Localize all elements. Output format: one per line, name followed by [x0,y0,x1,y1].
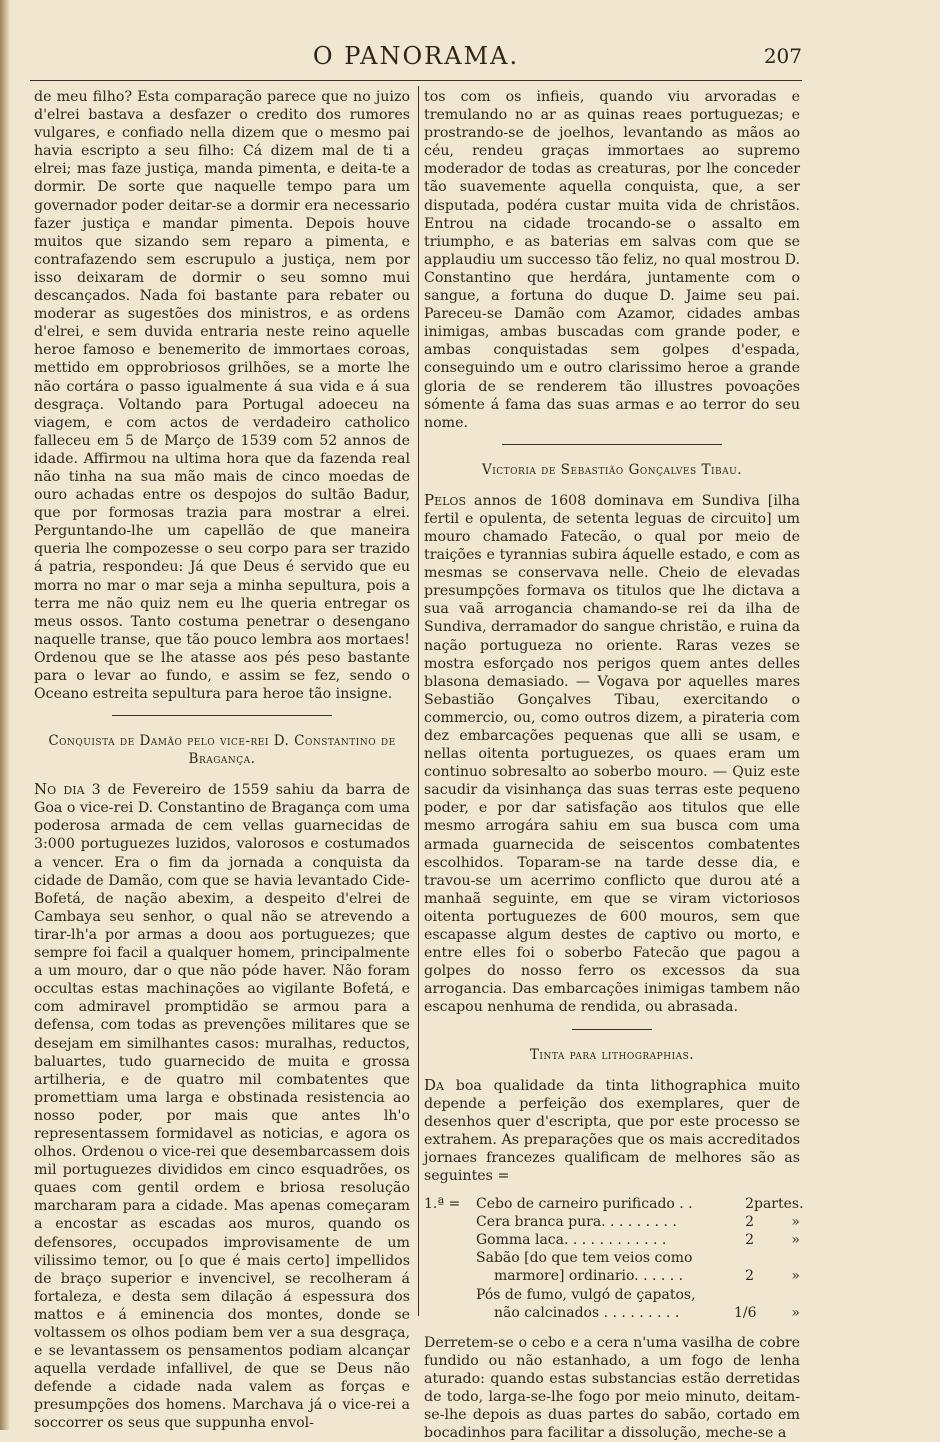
section-title-tinta: Tinta para lithographias. [529,1046,695,1063]
recipe-row [424,1231,800,1249]
section-title-tibau: Victoria de Sebastião Gonçalves Tibau. [481,461,742,478]
journal-title: O PANORAMA. [312,42,520,70]
recipe-item: Cera branca pura. . . . . . . . . [476,1214,677,1231]
recipe-unit: » [791,1214,800,1231]
recipe-unit: » [791,1304,800,1321]
recipe-unit: » [791,1232,800,1249]
section-lead-damao: No dia [34,780,85,799]
recipe-num [424,1267,476,1285]
recipe-qty: 1/6 [734,1304,757,1321]
recipe-item: Cebo de carneiro purificado . . [476,1196,693,1213]
recipe-unit [754,1249,800,1267]
section-title-damao: Conquista de Damão pelo vice-rei D. Constantino de Bragança. [48,733,396,768]
recipe-unit: partes. [754,1196,804,1213]
recipe-qty [734,1249,754,1267]
recipe-num [424,1213,476,1231]
recipe-list [424,1195,804,1322]
section-body-damao [34,780,410,1432]
recipe-item: não calcinados . . . . . . . . . [494,1304,680,1321]
recipe-num [424,1286,476,1304]
recipe-unit [754,1286,800,1304]
right-column [424,88,804,1442]
recipe-num [424,1249,476,1267]
section-text-tinta: boa qualidade da tinta lithographica muito depende a perfeição dos exemplares, quer de desenhos quer d'escripta, que por este processo se extrahem. As preparações que os mais accreditados jornaes francezes qualificam de melhores são as seguintes = [424,1077,800,1184]
final-paragraph: Derretem-se o cebo e a cera n'uma vasilha de cobre fundido ou não estanhado, a um fogo de lenha aturado: quando estas substancias estão derretidas de todo, larga-se-lhe fogo por meio minuto, deitam-se-lhe depois as duas partes do sabão, cortado em bocadinhos para facilitar a dissolução, meche-se a [424,1334,800,1442]
recipe-qty: 2 [745,1268,754,1285]
section-lead-tinta: Da [424,1075,444,1094]
recipe-item: Pós de fumo, vulgó de çapatos, [476,1286,696,1303]
section-divider [112,715,332,716]
recipe-qty: 2 [745,1232,754,1249]
section-lead-tibau: Pelos [424,490,466,509]
recipe-row [424,1213,800,1231]
header-rule [30,80,802,81]
recipe-item: Gomma laca. . . . . . . . . . . . [476,1232,667,1249]
recipe-row [424,1249,800,1267]
section-text-tibau: annos de 1608 dominava em Sundiva [ilha fertil e opulenta, de setenta leguas de circuito] um mouro chamado Fatecão, o qual por meio de traições e tyrannias subira áquelle estado, e com as mesmas se conservava nelle. Cheio de elevadas presumpções formava os titulos que lhe dictava a sua vaã arrogancia chamando-se rei da ilha de Sundiva, derramador do sangue christão, e ruina da nação portugueza no oriente. Raras vezes se mostra esforçado nos perigos quem antes delles blasona demasiado. — Vogava por aquelles mares Sebastião Gonçalves Tibau, exercitando o commercio, ou, como outros dizem, a pirateria com dez embarcações pequenas que alli se usam, e nellas oitenta portuguezes, os quaes eram um continuo sobresalto ao soberbo mouro. — Quiz este sacudir da visinhança das suas terras este pequeno poder, e por dar satisfação aos titulos que elle mesmo arrogára sahiu em sua busca com uma armada guarnecida de seiscentos combatentes escolhidos. Toparam-se na tarde desse dia, e travou-se um acerrimo conflicto que durou até a manhaã seguinte, em que se viram victoriosos oitenta portuguezes de 600 mouros, sem que escapasse algum destes de captivo ou morto, e entre elles foi o soberbo Fatecão que pagou a golpes do nosso ferro os excessos da sua arrogancia. Das embarcações inimigas tambem não escapou nenhuma de rendida, ou abrasada. [424,492,800,1016]
section-body-tinta [424,1076,800,1186]
recipe-num [424,1304,476,1322]
opening-paragraph: de meu filho? Esta comparação parece que no juizo d'elrei bastava a desfazer o credito dos rumores vulgares, e confiado nella dizem que o mesmo pai havia escripto a seu filho: Cá dizem mal de ti a elrei; mas faze justiça, manda pimenta, e deita-te a dormir. De sorte que naquelle tempo para um governador poder deitar-se a dormir era necessario fazer justiça e mandar pimenta. Depois houve muitos que sizando sem reparo a pimenta, e contrafazendo sem escrupulo a justiça, nem por isso deixaram de dormir o seu somno mui descançados. Nada foi bastante para rebater ou moderar as sugestões dos ministros, e as ordens d'elrei, e sem duvida entraria neste reino aquelle heroe famoso e benemerito de immortaes coroas, mettido em opprobriosos grilhões, se a morte lhe não cortára o passo igualmente á sua vida e á sua desgraça. Voltando para Portugal adoeceu na viagem, e com actos de verdadeiro catholico falleceu em 5 de Março de 1539 com 52 annos de idade. Affirmou na ultima hora que da fazenda real não tinha na sua mão mais de cinco moedas de ouro achadas entre os despojos do sultão Badur, que por formosas trazia para mostrar a elrei. Perguntando-lhe um capellão de que maneira queria lhe compozesse o seu corpo para ser trazido á patria, respondeu: Já que Deus é servido que eu morra no mar o mar seja a minha sepultura, pois a terra me não quiz nem eu lhe queria entregar os meus ossos. Tanto costuma penetrar o desengano naquelle transe, que tão pouco lembra aos mortaes! Ordenou que se lhe atasse aos pés peso bastante para o levar ao fundo, e assim se fez, sendo o Oceano estreita sepultura para heroe tão insigne. [34,89,410,703]
recipe-qty: 2 [745,1196,754,1213]
page-header [30,42,802,78]
section-text-damao: 3 de Fevereiro de 1559 sahiu da barra de Goa o vice-rei D. Constantino de Bragança com uma poderosa armada de cem vellas guarnecidas de 3:000 portuguezes luzidos, valorosos e costumados a vencer. Era o fim da jornada a conquista da cidade de Damão, com que se havia levantado Cide-Bofetá, de nação abexim, a despeito d'elrei de Cambaya seu senhor, o qual não se atrevendo a tirar-lh'a por armas a doou aos portuguezes; que sempre foi facil a qualquer homem, principalmente a um mouro, dar o que não póde haver. Não foram occultas estas machinações ao vigilante Bofetá, e com admiravel promptidão se armou para a defensa, com todas as prevenções militares que se desejam em similhantes casos: muralhas, reductos, baluartes, tudo guarnecido de muita e grossa artilheria, e de quatro mil combatentes que promettiam uma larga e obstinada resistencia ao nosso poder, por mais que antes lh'o representassem formidavel as noticias, e agora os olhos. Ordenou o vice-rei que desembarcassem dois mil portuguezes divididos em cinco esquadrões, os quaes com gentil ordem e briosa resolução marcharam para a cidade. Mas apenas começaram a encostar as escadas aos muros, quando os defensores, occupados improvisamente de um vilissimo temor, ou [o que é mais certo] impellidos de braço superior e invencivel, se recolheram á fortaleza, e desta sem dilação á espessura dos mattos e á eminencia dos montes, donde se voltassem os olhos podiam bem ver a sua desgraça, e se levantassem os pensamentos podiam alcançar aquella verdade infallivel, de que se Deus não defende a cidade nada valem as forças e presumpções dos homens. Marchava já o vice-rei a soccorrer os seus que suppunha envol- [34,782,410,1432]
continuation-paragraph: tos com os infieis, quando viu arvoradas e tremulando no ar as quinas reaes portuguezas; e prostrando-se de joelhos, levantando as mãos ao céu, rendeu graças immortaes ao supremo moderador de todas as creaturas, por lhe conceder tão suavemente aquella conquista, que, a ser disputada, podéra custar muita vida de christãos. Entrou na cidade trocando-se o assalto em triumpho, e as baterias em salvas com que se applaudiu um successo tão feliz, no qual mostrou D. Constantino que herdára, juntamente com o sangue, a fortuna do duque D. Jaime seu pai. Pareceu-se Damão com Azamor, cidades ambas inimigas, ambas buscadas com grande poder, e ambas conquistadas sem golpes d'espada, conseguindo um e outro clarissimo heroe a grande gloria de se renderem tão illustres povoações sómente á fama das suas armas e ao terror do seu nome. [424,89,800,431]
page-number: 207 [763,44,802,68]
recipe-num [424,1231,476,1249]
recipe-item: marmore] ordinario. . . . . . [494,1268,684,1285]
recipe-qty: 2 [745,1214,754,1231]
section-divider [572,1029,652,1030]
section-body-tibau [424,491,800,1017]
recipe-row [424,1267,800,1285]
recipe-qty [734,1286,754,1304]
recipe-num: 1.ª = [424,1196,461,1213]
page-binding-edge [0,0,10,1430]
left-column [34,88,410,1433]
recipe-row [424,1304,800,1322]
column-separator [418,86,419,1316]
recipe-item: Sabão [do que tem veios como [476,1250,693,1267]
recipe-row [424,1286,800,1304]
recipe-unit: » [791,1268,800,1285]
recipe-row [424,1195,804,1213]
section-divider [502,444,722,445]
